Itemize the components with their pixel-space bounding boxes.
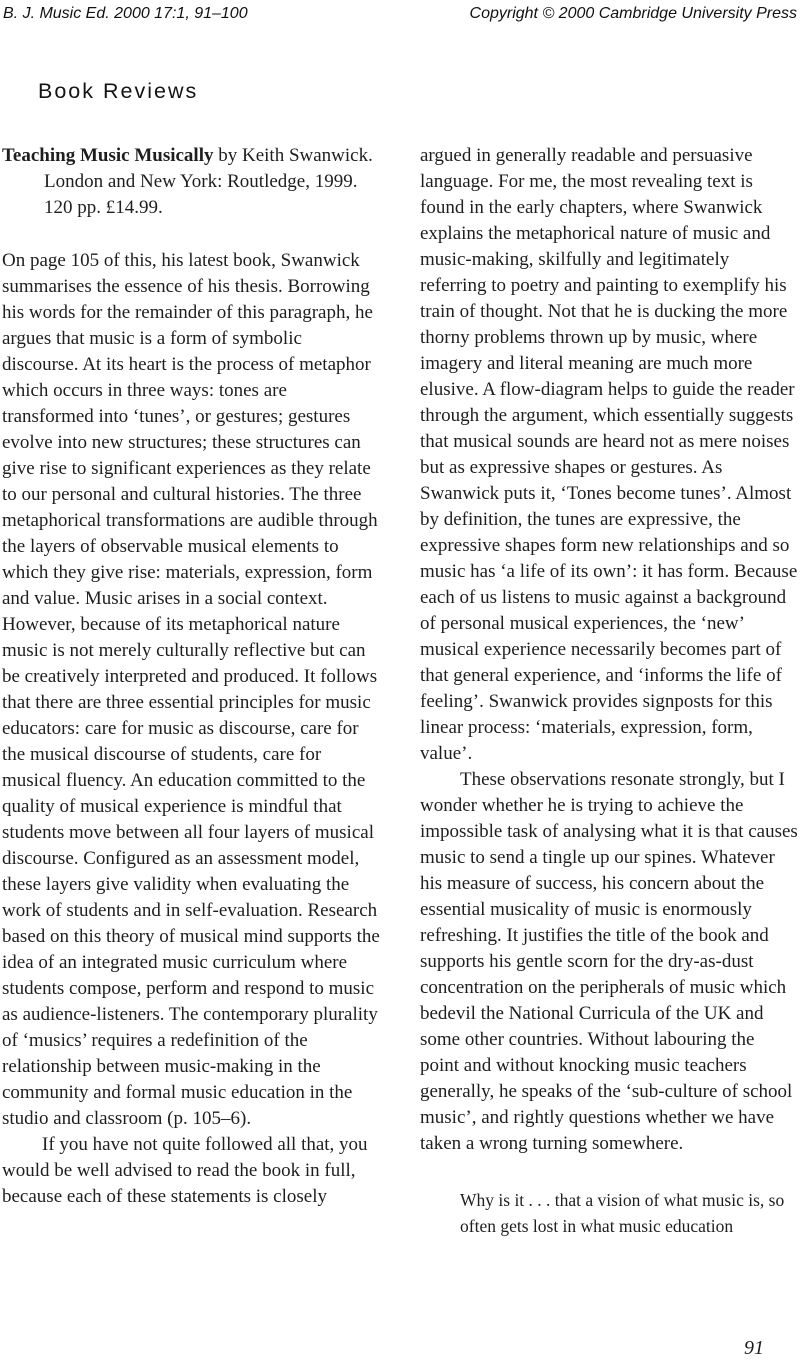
review-paragraph: On page 105 of this, his latest book, Swanwick summarises the essence of his thesis. Borrowing his words for the remainder of this paragraph, he argues that music is a form of symbolic discourse. At its heart is the process of metaphor which occurs in three ways: tones are transformed into ‘tunes’, or gestures; gestures evolve into new structures; these structures can give rise to significant experiences as they relate to our personal and cultural histories. The three metaphorical transformations are audible through the layers of observable musical elements to which they give rise: materials, expression, form and value. Music arises in a social context. However, because of its metaphorical nature music is not merely culturally reflective but can be creatively interpreted and produced. It follows that there are three essential principles for music educators: care for music as discourse, care for the musical discourse of students, care for musical fluency. An education committed to the quality of musical experience is mindful that students move between all four layers of musical discourse. Configured as an assessment model, these layers give validity when evaluating the work of students and in self-evaluation. Research based on this theory of musical mind supports the idea of an integrated music curriculum where students compose, perform and respond to music as audience-listeners. The contemporary plurality of ‘musics’ requires a redefinition of the relationship between music-making in the community and formal music education in the studio and classroom (p. 105–6). <box>2 250 380 1130</box>
review-paragraph: argued in generally readable and persuasive language. For me, the most revealing text is found in the early chapters, where Swanwick explains the metaphorical nature of music and music-making, skilfully and legitimately referring to poetry and painting to exemplify his train of thought. Not that he is ducking the more thorny problems thrown up by music, where imagery and literal meaning are much more elusive. A flow-diagram helps to guide the reader through the argument, which essentially suggests that musical sounds are heard not as mere noises but as expressive shapes or gestures. As Swanwick puts it, ‘Tones become tunes’. Almost by definition, the tunes are expressive, the expressive shapes form new relationships and so music has ‘a life of its own’: it has form. Because each of us listens to music against a background of personal musical experiences, the ‘new’ musical experience necessarily becomes part of that general experience, and ‘informs the life of feeling’. Swanwick provides signposts for this linear process: ‘materials, expression, form, value’. <box>420 145 798 765</box>
book-author: by Keith Swanwick. <box>213 145 373 167</box>
citation-line-3: 120 pp. £14.99. <box>44 197 163 219</box>
left-column <box>2 143 380 1239</box>
book-title: Teaching Music Musically <box>2 145 214 167</box>
book-citation <box>2 143 380 221</box>
page-title: Book Reviews <box>38 79 199 104</box>
page-number: 91 <box>744 1337 764 1359</box>
block-quote: Why is it . . . that a vision of what music is, so often gets lost in what music education <box>460 1190 785 1237</box>
review-paragraph: These observations resonate strongly, but I wonder whether he is trying to achieve the impossible task of analysing what it is that causes music to send a tingle up our spines. Whatever his measure of success, his concern about the essential musicality of music is enormously refreshing. It justifies the title of the book and supports his gentle scorn for the dry-as-dust concentration on the peripherals of music which bedevil the National Curricula of the UK and some other countries. Without labouring the point and without knocking music teachers generally, he speaks of the ‘sub-culture of school music’, and rightly questions whether we have taken a wrong turning somewhere. <box>420 769 798 1155</box>
running-header <box>0 0 800 23</box>
right-column <box>420 143 798 1239</box>
journal-citation: B. J. Music Ed. 2000 17:1, 91–100 <box>3 5 248 22</box>
citation-line-1 <box>2 143 380 169</box>
review-paragraph: If you have not quite followed all that, you would be well advised to read the book in full, because each of these statements is closely <box>2 1134 368 1208</box>
copyright-notice: Copyright © 2000 Cambridge University Press <box>469 5 797 22</box>
two-column-body <box>0 143 800 1239</box>
citation-line-2: London and New York: Routledge, 1999. <box>44 171 358 193</box>
